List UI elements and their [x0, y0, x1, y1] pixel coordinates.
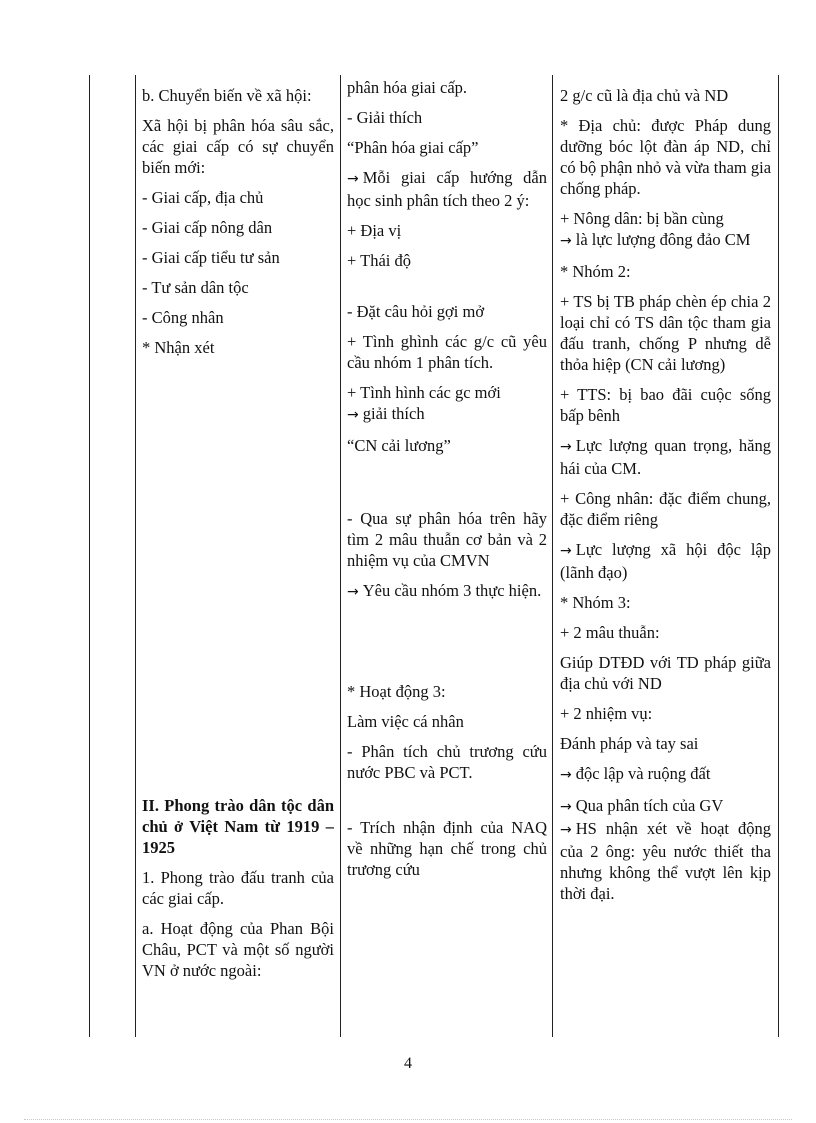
lesson-table: [89, 75, 779, 1037]
col1-paragraph: [142, 85, 334, 106]
col1-paragraph: [142, 277, 334, 298]
col2-paragraph: [347, 301, 547, 322]
col3-paragraph: [560, 703, 771, 724]
content-column: [142, 75, 334, 1037]
paragraph-text: “CN cải lương”: [347, 436, 451, 455]
col3-paragraph: [560, 384, 771, 426]
col3-paragraph: [560, 488, 771, 530]
paragraph-text: - Tư sản dân tộc: [142, 278, 249, 297]
paragraph-text: * Nhận xét: [142, 338, 215, 357]
paragraph-text: + Thái độ: [347, 251, 411, 270]
paragraph-text: * Nhóm 3:: [560, 593, 631, 612]
col2-paragraph: [347, 167, 547, 211]
col2-paragraph: [347, 435, 547, 456]
page-number: 4: [404, 1055, 412, 1072]
paragraph-text: - Đặt câu hỏi gợi mở: [347, 302, 485, 321]
paragraph-text: Giúp DTĐD với TD pháp giữa địa chủ với ND: [560, 653, 771, 693]
paragraph-text: + Địa vị: [347, 221, 402, 240]
paragraph-text: 1. Phong trào đấu tranh của các giai cấp.: [142, 868, 334, 908]
column-divider-3: [552, 75, 553, 1037]
paragraph-text: - Qua sự phân hóa trên hãy tìm 2 mâu thuẫn cơ bản và 2 nhiệm vụ của CMVN: [347, 509, 547, 570]
col1-paragraph: [142, 187, 334, 208]
arrow-icon: →: [560, 543, 572, 559]
col3-paragraph: [560, 652, 771, 694]
teacher-activity-column: [347, 75, 547, 1037]
col3-paragraph: [560, 291, 771, 375]
col2-paragraph: [347, 508, 547, 571]
paragraph-text: II. Phong trào dân tộc dân chủ ở Việt Nam từ 1919 – 1925: [142, 796, 334, 857]
paragraph-text: - Giai cấp tiểu tư sản: [142, 248, 280, 267]
col3-paragraph: [560, 435, 771, 479]
col2-paragraph: [347, 331, 547, 373]
col2-paragraph: [347, 817, 547, 880]
col2-paragraph: [347, 77, 547, 98]
paragraph-text: độc lập và ruộng đất: [575, 764, 711, 783]
col1-paragraph: [142, 918, 334, 981]
table-border-right: [778, 75, 779, 1037]
arrow-icon: →: [560, 233, 572, 249]
paragraph-text: Lực lượng xã hội độc lập (lãnh đạo): [560, 540, 771, 582]
paragraph-text: Đánh pháp và tay sai: [560, 734, 699, 753]
paragraph-text: Qua phân tích của GV: [575, 796, 724, 815]
paragraph-text: + TS bị TB pháp chèn ép chia 2 loại chỉ có TS dân tộc tham gia đấu tranh, chống P nhưng dễ thỏa hiệp (CN cải lương): [560, 292, 771, 374]
arrow-icon: →: [560, 439, 572, 455]
paragraph-text: HS nhận xét về hoạt động của 2 ông: yêu nước thiết tha nhưng không thể vượt lên kịp thời đại.: [560, 819, 771, 903]
paragraph-text: Mỗi giai cấp hướng dẫn học sinh phân tích theo 2 ý:: [347, 168, 547, 210]
arrow-icon: →: [560, 767, 572, 783]
col3-paragraph: [560, 208, 771, 252]
col1-paragraph: [142, 307, 334, 328]
col2-paragraph: [347, 382, 547, 426]
arrow-icon: →: [560, 799, 572, 815]
paragraph-text: + Tình ghình các g/c cũ yêu cầu nhóm 1 phân tích.: [347, 332, 547, 372]
paragraph-text: “Phân hóa giai cấp”: [347, 138, 479, 157]
col3-paragraph: [560, 115, 771, 199]
table-border-left: [89, 75, 90, 1037]
student-activity-column: [560, 75, 771, 1037]
paragraph-text: + Tình hình các gc mới: [347, 383, 501, 402]
col1-paragraph: [142, 867, 334, 909]
col3-paragraph: [560, 261, 771, 282]
paragraph-text: + Nông dân: bị bần cùng: [560, 209, 724, 228]
paragraph-text: - Trích nhận định của NAQ về những hạn chế trong chủ trương cứu: [347, 818, 547, 879]
paragraph-text: b. Chuyển biến về xã hội:: [142, 86, 312, 105]
col1-paragraph: [142, 217, 334, 238]
arrow-icon: →: [347, 171, 359, 187]
paragraph-text: giải thích: [362, 404, 425, 423]
paragraph-text: Lực lượng quan trọng, hăng hái của CM.: [560, 436, 771, 478]
arrow-icon: →: [347, 407, 359, 423]
paragraph-text: - Giải thích: [347, 108, 423, 127]
col3-paragraph: [560, 539, 771, 583]
column-divider-1: [135, 75, 136, 1037]
col2-paragraph: [347, 220, 547, 241]
paragraph-text: 2 g/c cũ là địa chủ và ND: [560, 86, 729, 105]
paragraph-text: * Địa chủ: được Pháp dung dưỡng bóc lột đàn áp ND, chỉ có bộ phận nhỏ và vừa tham gia chống pháp.: [560, 116, 771, 198]
col3-paragraph: [560, 622, 771, 643]
arrow-icon: →: [347, 584, 359, 600]
col3-paragraph: [560, 763, 771, 786]
paragraph-text: Xã hội bị phân hóa sâu sắc, các giai cấp có sự chuyển biến mới:: [142, 116, 334, 177]
paragraph-text: + 2 mâu thuẫn:: [560, 623, 660, 642]
paragraph-text: + Công nhân: đặc điểm chung, đặc điểm riêng: [560, 489, 771, 529]
col2-paragraph: [347, 741, 547, 783]
paragraph-text: * Nhóm 2:: [560, 262, 631, 281]
col3-paragraph: [560, 733, 771, 754]
paragraph-text: * Hoạt động 3:: [347, 682, 446, 701]
paragraph-text: a. Hoạt động của Phan Bội Châu, PCT và một số người VN ở nước ngoài:: [142, 919, 334, 980]
footer-divider: [24, 1119, 792, 1120]
paragraph-text: - Giai cấp, địa chủ: [142, 188, 264, 207]
col3-paragraph: [560, 592, 771, 613]
col2-paragraph: [347, 137, 547, 158]
paragraph-text: - Công nhân: [142, 308, 224, 327]
col2-paragraph: [347, 580, 547, 603]
paragraph-text: Làm việc cá nhân: [347, 712, 464, 731]
paragraph-text: + TTS: bị bao đãi cuộc sống bấp bênh: [560, 385, 771, 425]
col1-paragraph: [142, 337, 334, 358]
col1-paragraph: [142, 795, 334, 858]
col1-paragraph: [142, 247, 334, 268]
col3-paragraph: [560, 85, 771, 106]
col2-paragraph: [347, 711, 547, 732]
col3-paragraph: [560, 795, 771, 904]
col2-paragraph: [347, 107, 547, 128]
arrow-icon: →: [560, 822, 572, 838]
column-divider-2: [340, 75, 341, 1037]
paragraph-text: Yêu cầu nhóm 3 thực hiện.: [362, 581, 542, 600]
paragraph-text: phân hóa giai cấp.: [347, 78, 468, 97]
paragraph-text: - Phân tích chủ trương cứu nước PBC và PCT.: [347, 742, 547, 782]
paragraph-text: là lực lượng đông đảo CM: [575, 230, 751, 249]
col2-paragraph: [347, 250, 547, 271]
paragraph-text: + 2 nhiệm vụ:: [560, 704, 653, 723]
col2-paragraph: [347, 681, 547, 702]
paragraph-text: - Giai cấp nông dân: [142, 218, 273, 237]
col1-paragraph: [142, 115, 334, 178]
